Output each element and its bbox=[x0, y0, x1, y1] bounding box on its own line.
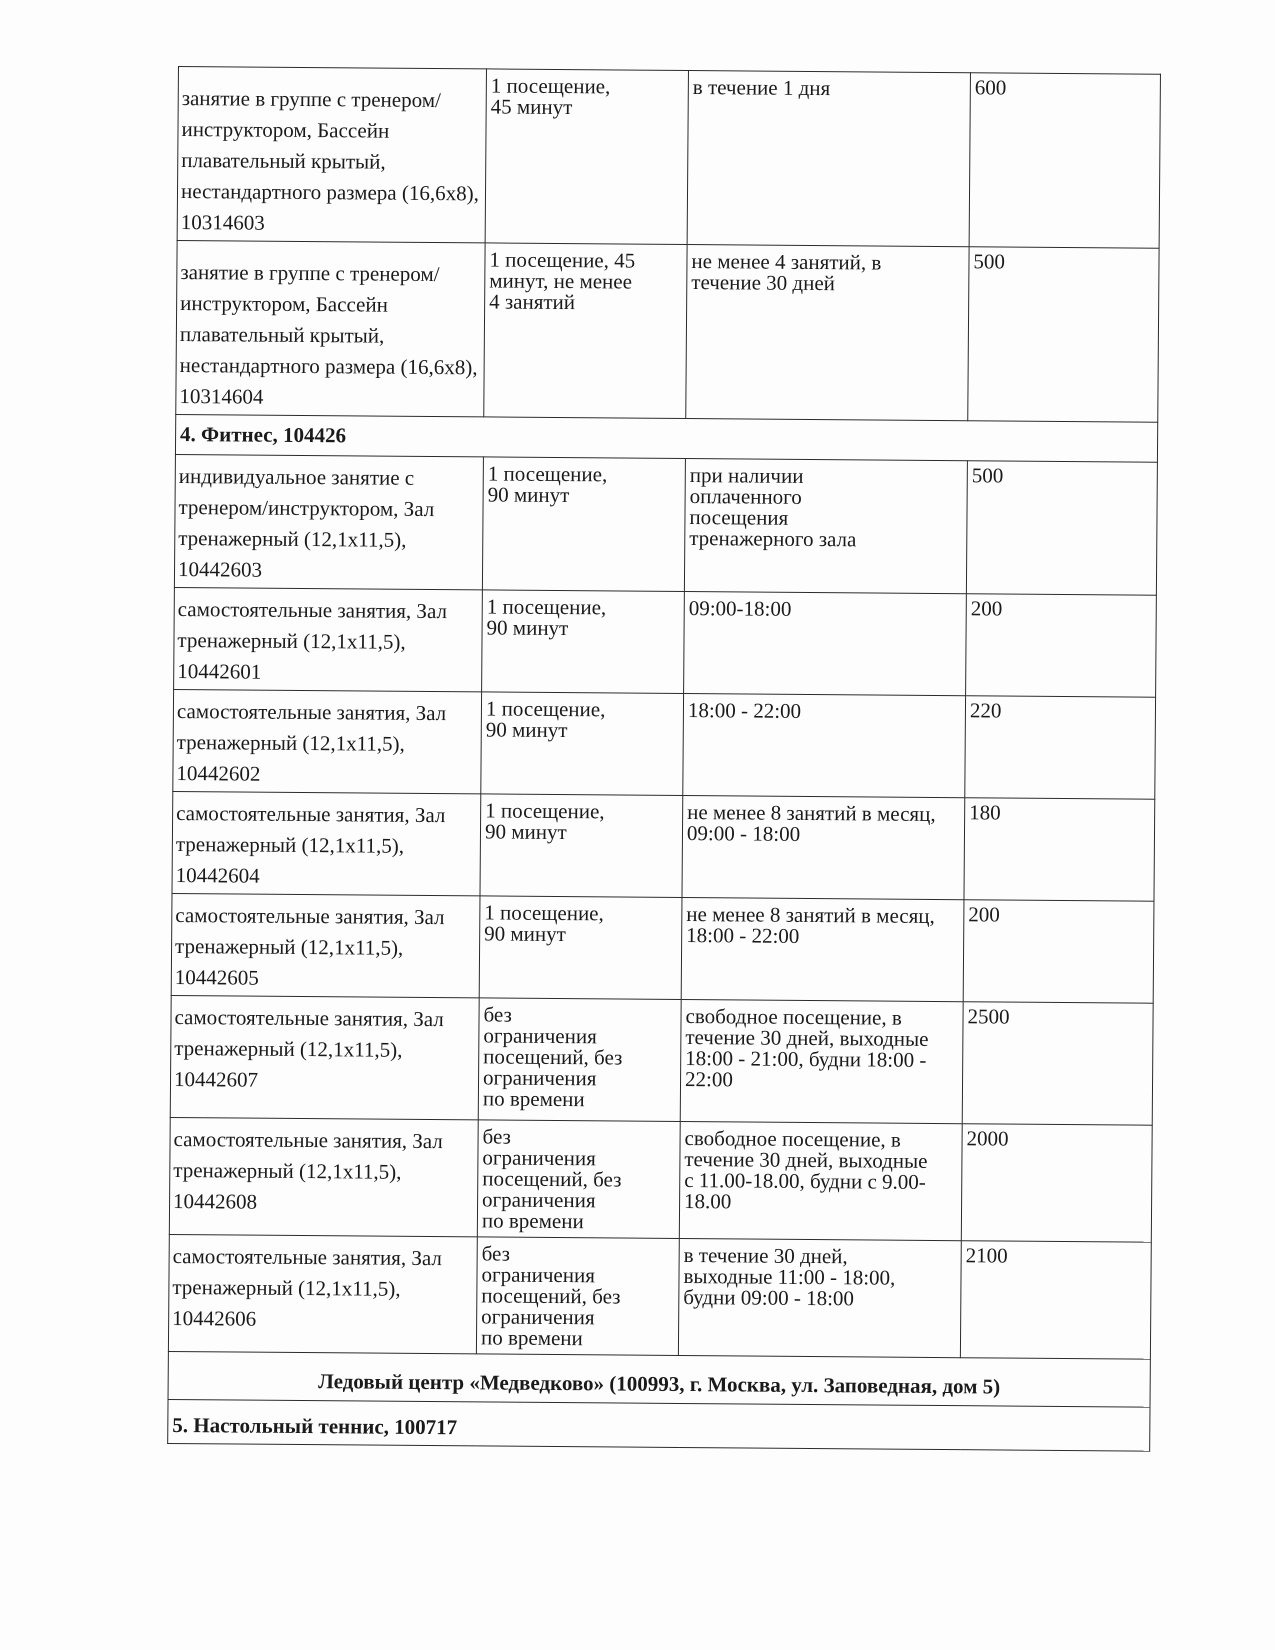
duration-text: без ограничения посещений, без ограничения по времени bbox=[482, 1002, 623, 1112]
duration-text: 1 посещение, 90 минут bbox=[484, 900, 604, 947]
table-row bbox=[176, 240, 1159, 422]
duration-cell bbox=[480, 794, 683, 898]
duration-text: 1 посещение, 90 минут bbox=[484, 798, 605, 845]
price-text: 600 bbox=[974, 75, 1007, 100]
price-text: 2000 bbox=[966, 1126, 1009, 1151]
service-name: самостоятельные занятия, Зал тренажерный (12,1х11,5), 10442605 bbox=[174, 903, 445, 990]
duration-text: без ограничения посещений, без ограничения по времени bbox=[480, 1241, 621, 1351]
price-text: 2100 bbox=[965, 1243, 1008, 1268]
table-row bbox=[177, 67, 1160, 249]
duration-cell bbox=[485, 69, 688, 245]
service-name: занятие в группе с тренером/инструктором, Бассейн плавательный крытый, нестандартного размера (16,6х8), 10314604 bbox=[179, 260, 478, 409]
price-text: 200 bbox=[968, 902, 1000, 927]
price-cell bbox=[969, 73, 1160, 248]
service-name-cell bbox=[170, 995, 479, 1119]
service-name: занятие в группе с тренером/инструктором, Бассейн плавательный крытый, нестандартного размера (16,6х8), 10314603 bbox=[180, 86, 479, 235]
conditions-text: не менее 8 занятий в месяц, 09:00 - 18:00 bbox=[686, 800, 936, 846]
service-name-cell bbox=[173, 689, 482, 793]
service-name-cell bbox=[172, 791, 481, 895]
conditions-cell bbox=[686, 245, 969, 421]
service-name: самостоятельные занятия, Зал тренажерный (12,1х11,5), 10442604 bbox=[175, 801, 446, 888]
conditions-cell bbox=[679, 1121, 962, 1240]
conditions-text: в течение 30 дней, выходные 11:00 - 18:00, будни 09:00 - 18:00 bbox=[683, 1243, 896, 1311]
price-table bbox=[167, 66, 1161, 1452]
table-row bbox=[173, 689, 1156, 799]
duration-cell bbox=[482, 457, 685, 592]
price-table-body bbox=[168, 67, 1161, 1452]
price-text: 500 bbox=[971, 463, 1004, 488]
price-cell bbox=[963, 900, 1154, 1003]
service-name: самостоятельные занятия, Зал тренажерный (12,1х11,5), 10442606 bbox=[172, 1243, 443, 1331]
conditions-cell bbox=[683, 693, 966, 797]
table-row bbox=[174, 454, 1157, 595]
table-row bbox=[171, 893, 1154, 1003]
duration-cell bbox=[477, 1120, 680, 1239]
conditions-text: свободное посещение, в течение 30 дней, выходные с 11.00-18.00, будни с 9.00- 18.00 bbox=[684, 1126, 928, 1214]
price-cell bbox=[966, 594, 1157, 697]
conditions-text: в течение 1 дня bbox=[692, 75, 831, 101]
conditions-text: 09:00-18:00 bbox=[688, 596, 792, 621]
section-title-fitness: 4. Фитнес, 104426 bbox=[175, 414, 1157, 462]
price-cell bbox=[960, 1241, 1151, 1359]
duration-text: без ограничения посещений, без ограничения по времени bbox=[481, 1124, 622, 1234]
conditions-text: 18:00 - 22:00 bbox=[687, 698, 802, 723]
price-text: 220 bbox=[969, 698, 1002, 723]
service-name-cell bbox=[174, 587, 483, 691]
service-name: самостоятельные занятия, Зал тренажерный (12,1х11,5), 10442608 bbox=[172, 1126, 443, 1214]
table-row bbox=[172, 791, 1155, 901]
price-cell bbox=[961, 1124, 1152, 1242]
service-name: самостоятельные занятия, Зал тренажерный (12,1х11,5), 10442607 bbox=[173, 1005, 444, 1092]
duration-text: 1 посещение, 90 минут bbox=[487, 461, 608, 508]
duration-text: 1 посещение, 90 минут bbox=[486, 594, 607, 641]
service-name-cell bbox=[168, 1234, 477, 1353]
table-row bbox=[170, 995, 1153, 1125]
conditions-cell bbox=[682, 795, 965, 899]
duration-cell bbox=[482, 590, 685, 694]
duration-cell bbox=[481, 692, 684, 796]
conditions-cell bbox=[687, 71, 970, 247]
service-name-cell bbox=[177, 67, 486, 243]
service-name-cell bbox=[176, 240, 485, 416]
conditions-cell bbox=[681, 897, 964, 1001]
duration-text: 1 посещение, 45 минут bbox=[490, 73, 611, 120]
venue-title: Ледовый центр «Медведково» (100993, г. Москва, ул. Заповедная, дом 5) bbox=[168, 1351, 1150, 1407]
service-name-cell bbox=[174, 454, 483, 589]
price-text: 200 bbox=[970, 596, 1003, 621]
conditions-cell bbox=[684, 591, 967, 695]
service-name: индивидуальное занятие с тренером/инструктором, Зал тренажерный (12,1х11,5), 10442603 bbox=[177, 464, 435, 582]
section-row bbox=[168, 1399, 1150, 1451]
table-row bbox=[174, 587, 1157, 697]
price-cell bbox=[968, 247, 1159, 422]
service-name-cell bbox=[169, 1117, 478, 1236]
price-cell bbox=[966, 461, 1157, 595]
duration-cell bbox=[479, 896, 682, 1000]
price-text: 2500 bbox=[967, 1004, 1010, 1029]
table-row bbox=[168, 1234, 1151, 1359]
service-name: самостоятельные занятия, Зал тренажерный (12,1х11,5), 10442601 bbox=[177, 597, 448, 684]
conditions-cell bbox=[678, 1238, 961, 1357]
price-text: 180 bbox=[969, 800, 1001, 825]
conditions-text: не менее 4 занятий, в течение 30 дней bbox=[691, 249, 882, 296]
table-row bbox=[169, 1117, 1152, 1242]
conditions-cell bbox=[680, 999, 963, 1123]
price-cell bbox=[965, 696, 1156, 799]
service-name: самостоятельные занятия, Зал тренажерный (12,1х11,5), 10442602 bbox=[176, 699, 447, 786]
price-text: 500 bbox=[973, 249, 1006, 274]
conditions-text: при наличии оплаченного посещения тренажерного зала bbox=[689, 463, 857, 552]
duration-cell bbox=[476, 1237, 679, 1356]
conditions-cell bbox=[684, 458, 967, 593]
price-cell bbox=[962, 1002, 1153, 1125]
duration-cell bbox=[478, 998, 681, 1122]
section-title-tennis: 5. Настольный теннис, 100717 bbox=[168, 1399, 1150, 1451]
service-name-cell bbox=[171, 893, 480, 997]
price-cell bbox=[964, 798, 1155, 901]
duration-cell bbox=[484, 243, 687, 419]
duration-text: 1 посещение, 90 минут bbox=[485, 696, 606, 743]
venue-row bbox=[168, 1351, 1150, 1407]
duration-text: 1 посещение, 45 минут, не менее 4 занятий bbox=[489, 247, 636, 315]
conditions-text: не менее 8 занятий в месяц, 18:00 - 22:00 bbox=[686, 902, 935, 948]
conditions-text: свободное посещение, в течение 30 дней, выходные 18:00 - 21:00, будни 18:00 - 22:00 bbox=[684, 1004, 929, 1092]
